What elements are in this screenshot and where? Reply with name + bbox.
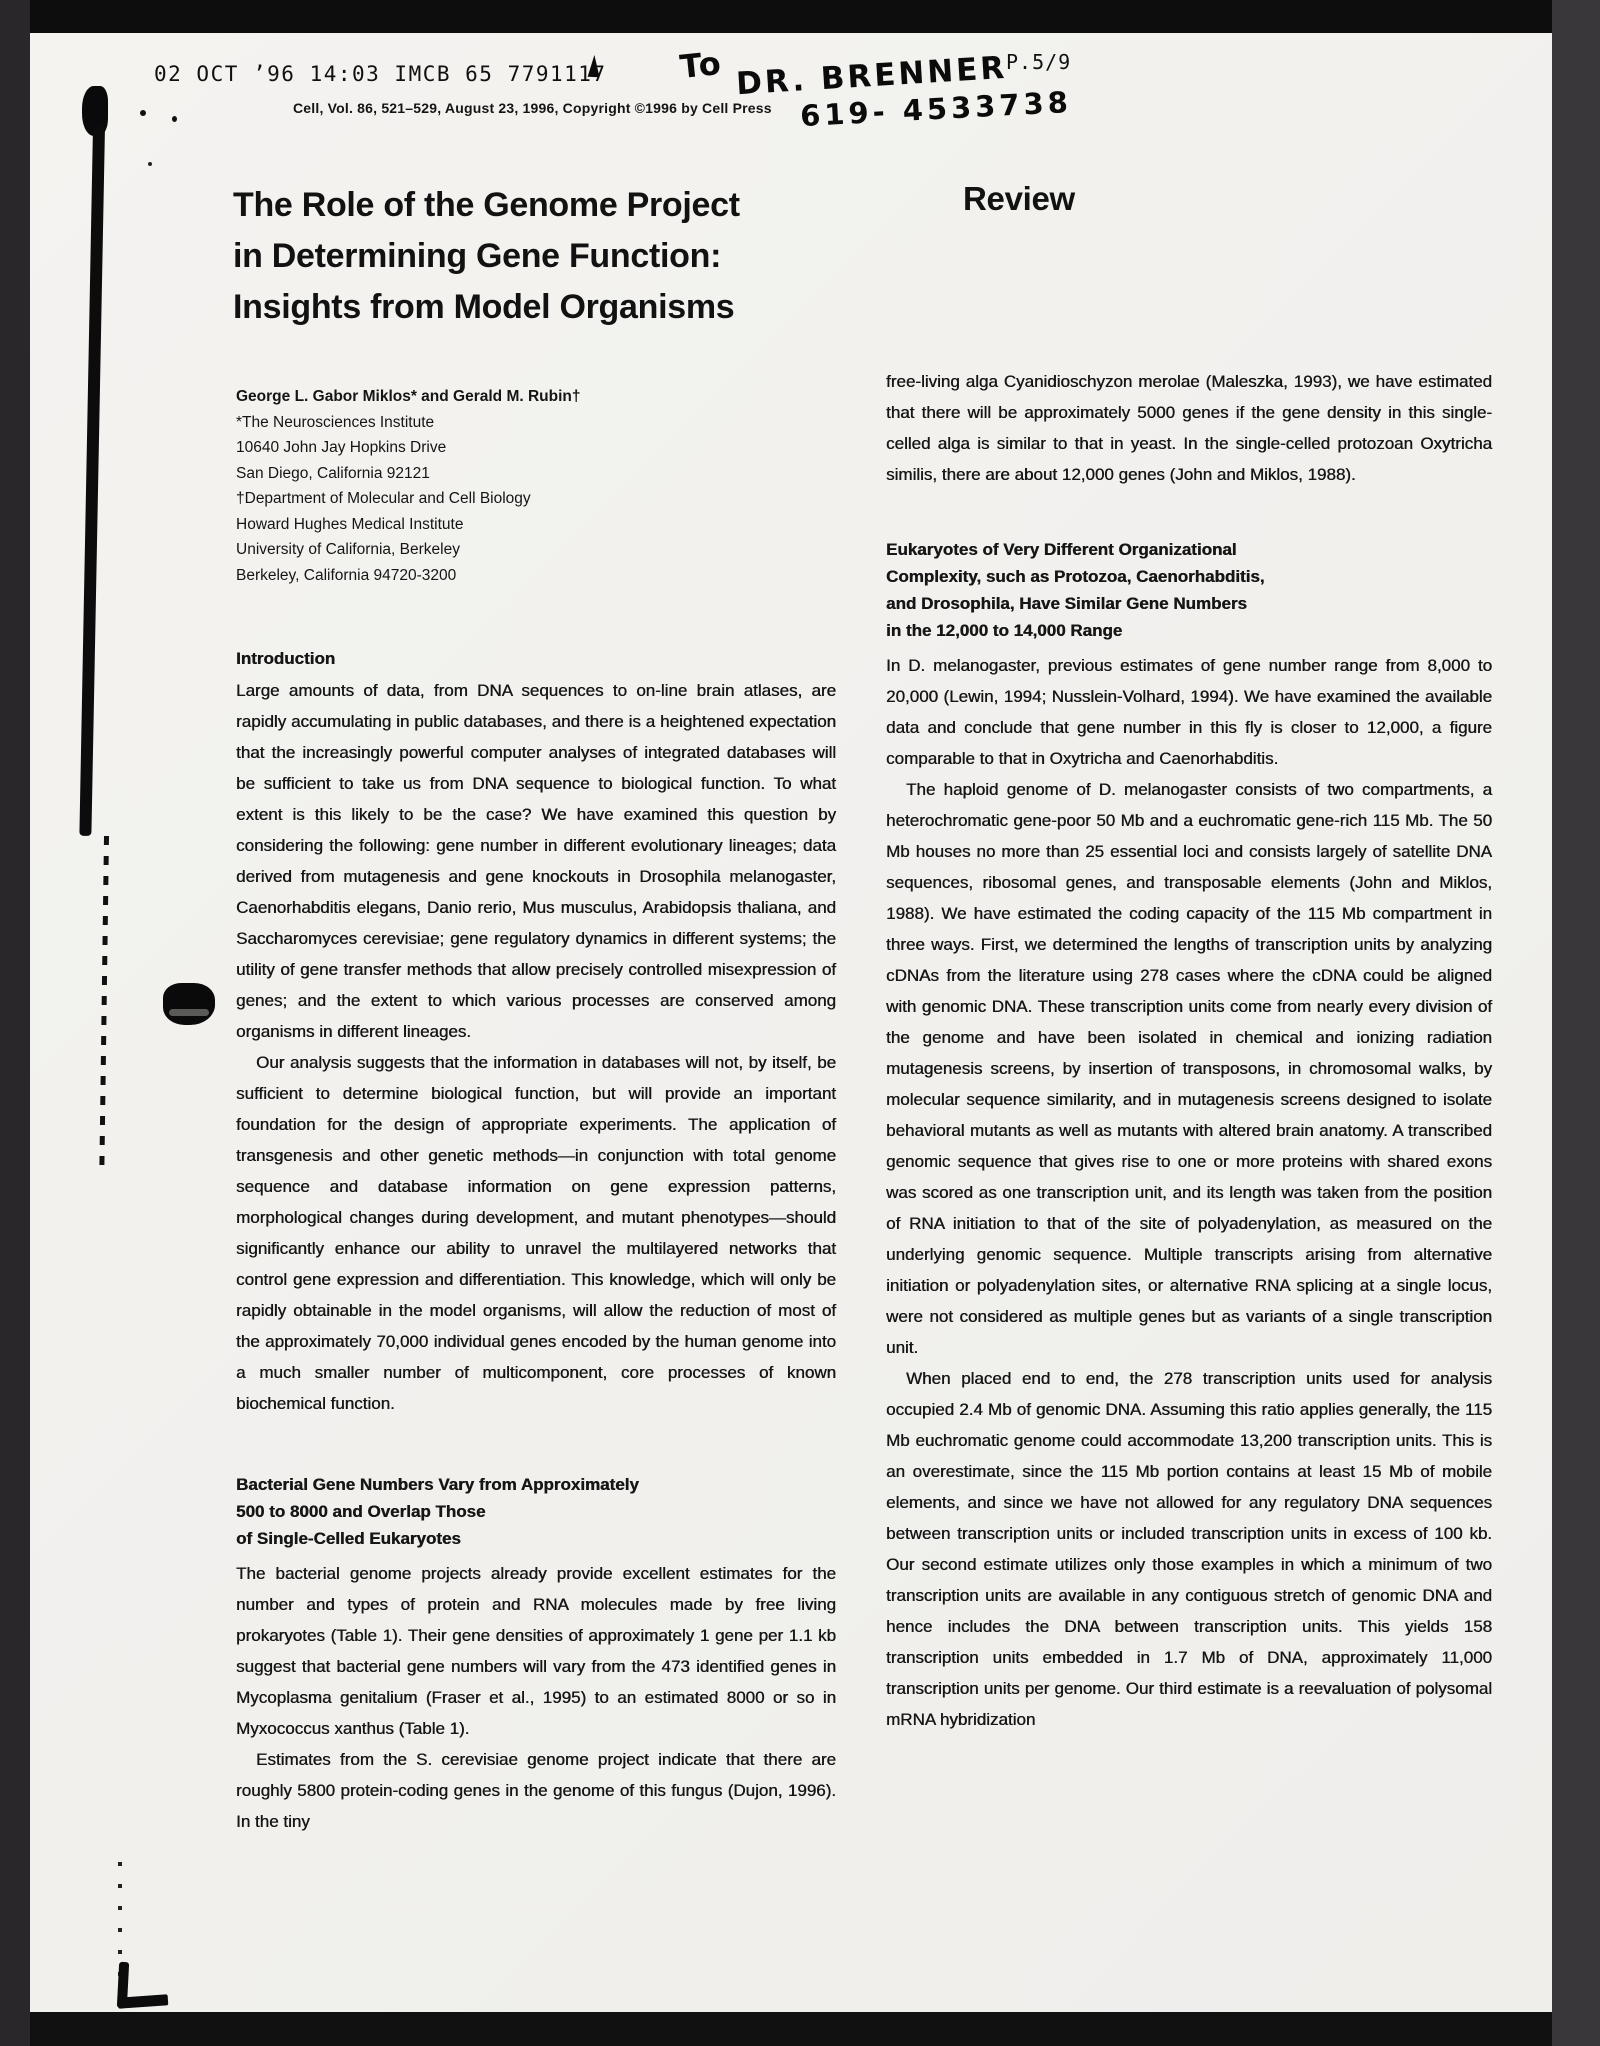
scanner-border-top xyxy=(0,0,1600,33)
review-label: Review xyxy=(963,180,1075,217)
article-title-line: Insights from Model Organisms xyxy=(233,288,735,326)
journal-citation-line: Cell, Vol. 86, 521–529, August 23, 1996, Copyright ©1996 by Cell Press xyxy=(293,100,772,116)
article-title-line: The Role of the Genome Project xyxy=(233,186,740,224)
scanner-border-right xyxy=(1552,0,1600,2046)
article-title xyxy=(233,180,793,333)
section-heading-line: in the 12,000 to 14,000 Range xyxy=(886,621,1123,640)
paragraph-bacteria-1: The bacterial genome projects already provide excellent estimates for the number and types of protein and RNA molecules made by free living prokaryotes (Table 1). Their gene densities of approximately 1 gene per 1.1 kb suggest that bacterial gene numbers will vary from the 473 identified genes in Mycoplasma genitalium (Fraser et al., 1995) to an estimated 8000 or so in Myxococcus xanthus (Table 1). xyxy=(236,1564,836,1738)
author-affiliation-line: University of California, Berkeley xyxy=(236,541,460,558)
scanner-border-bottom xyxy=(0,2012,1600,2046)
section-heading-introduction: Introduction xyxy=(236,649,336,668)
author-byline: George L. Gabor Miklos* and Gerald M. Rubin† xyxy=(236,388,581,405)
ink-speck xyxy=(172,116,177,122)
author-affiliation-line: 10640 John Jay Hopkins Drive xyxy=(236,439,447,456)
section-heading-eukaryotes xyxy=(886,536,1492,644)
section-heading-line: Eukaryotes of Very Different Organizational xyxy=(886,540,1237,559)
paragraph-continued-from-left: free-living alga Cyanidioschyzon merolae (Maleszka, 1993), we have estimated that there will be approximately 5000 genes if the gene density in this single-celled alga is similar to that in yeast. In the single-celled protozoan Oxytricha similis, there are about 12,000 genes (John and Miklos, 1988). xyxy=(886,372,1492,484)
ink-smudge-blob xyxy=(163,983,215,1025)
handwritten-to: To xyxy=(678,43,724,87)
author-affiliation-line: Howard Hughes Medical Institute xyxy=(236,515,464,533)
author-affiliation-line: San Diego, California 92121 xyxy=(236,464,430,482)
author-affiliation-line: †Department of Molecular and Cell Biology xyxy=(236,490,531,507)
left-column xyxy=(236,645,836,1837)
arrow-mark-icon xyxy=(588,55,601,77)
paragraph-eukaryotes-3: When placed end to end, the 278 transcription units used for analysis occupied 2.4 Mb of genomic DNA. Assuming this ratio applies generally, the 115 Mb euchromatic genome could accommodate 13,200 transcription units. This is an overestimate, since the 115 Mb portion contains at least 15 Mb of mobile elements, and since we have not allowed for any regulatory DNA sequences between transcription units or included transcription units in excess of 100 kb. Our second estimate utilizes only those examples in which a minimum of two transcription units are available in any contiguous stretch of genomic DNA and hence includes the DNA between transcription units. This yields 158 transcription units embedded in 1.7 Mb of DNA, approximately 11,000 transcription units per genome. Our third estimate is a reevaluation of polysomal mRNA hybridization xyxy=(886,1369,1492,1729)
paragraph-eukaryotes-2: The haploid genome of D. melanogaster consists of two compartments, a heterochromatic gene-poor 50 Mb and a euchromatic gene-rich 115 Mb. The 50 Mb houses no more than 25 essential loci and consists largely of satellite DNA sequences, ribosomal genes, and transposable elements (John and Miklos, 1988). We have estimated the coding capacity of the 115 Mb compartment in three ways. First, we determined the lengths of transcription units by analyzing cDNAs from the literature using 278 cases where the cDNA could be aligned with genomic DNA. These transcription units come from nearly every division of the genome and have been isolated in chemical and ionizing radiation mutagenesis screens, by insertion of transposons, in chromosomal walks, by molecular sequence similarity, and in mutagenesis screens designed to isolate behavioral mutants as well as mutants with altered brain anatomy. A transcribed genomic sequence that gives rise to one or more proteins with shared exons was scored as one transcription unit, and its length was taken from the position of RNA initiation to that of the site of polyadenylation, as measured on the underlying genomic sequence. Multiple transcripts arising from alternative initiation or polyadenylation sites, or alternative RNA splicing at a single locus, were not considered as multiple genes but as variants of a single transcription unit. xyxy=(886,780,1492,1357)
section-heading-bacterial-gene-numbers xyxy=(236,1471,836,1552)
section-heading-line: 500 to 8000 and Overlap Those xyxy=(236,1502,486,1521)
paragraph-eukaryotes-1: In D. melanogaster, previous estimates of gene number range from 8,000 to 20,000 (Lewin, 1994; Nusslein-Volhard, 1994). We have examined the available data and conclude that gene number in this fly is closer to 12,000, a figure comparable to that in Oxytricha and Caenorhabditis. xyxy=(886,656,1492,768)
section-heading-line: of Single-Celled Eukaryotes xyxy=(236,1529,461,1548)
section-heading-line: Bacterial Gene Numbers Vary from Approximately xyxy=(236,1475,639,1494)
author-affiliation-line: Berkeley, California 94720-3200 xyxy=(236,566,457,584)
paragraph-introduction-1: Large amounts of data, from DNA sequences to on-line brain atlases, are rapidly accumulating in public databases, and there is a heightened expectation that the increasingly powerful computer analyses of integrated databases will be sufficient to take us from DNA sequence to biological function. To what extent is this likely to be the case? We have examined this question by considering the following: gene number in different evolutionary lineages; data derived from mutagenesis and gene knockouts in Drosophila melanogaster, Caenorhabditis elegans, Danio rerio, Mus musculus, Arabidopsis thaliana, and Saccharomyces cerevisiae; gene regulatory dynamics in different systems; the utility of gene transfer methods that allow precisely controlled misexpression of genes; and the extent to which various processes are conserved among organisms in different lineages. xyxy=(236,681,836,1041)
fax-header-line: 02 OCT ’96 14:03 IMCB 65 7791117 xyxy=(154,62,607,86)
ink-speck xyxy=(140,110,146,116)
handwritten-recipient-name: DR. BRENNER xyxy=(735,49,1009,103)
paragraph-introduction-2: Our analysis suggests that the information in databases will not, by itself, be sufficient to determine biological function, but will provide an important foundation for the design of appropriate experiments. The application of transgenesis and other genetic methods—in conjunction with total genome sequence and database information on gene expression patterns, morphological changes during development, and mutant phenotypes—should significantly enhance our ability to unravel the multilayered networks that control gene expression and differentiation. This knowledge, which will only be rapidly obtainable in the model organisms, will allow the reduction of most of the approximately 70,000 individual genes encoded by the human genome into a much smaller number of multicomponent, core processes of known biochemical function. xyxy=(236,1053,836,1413)
ink-speck xyxy=(148,162,152,166)
fax-page-indicator: P.5/9 xyxy=(1006,50,1072,74)
scanner-border-left xyxy=(0,0,30,2046)
article-title-line: in Determining Gene Function: xyxy=(233,237,722,275)
section-heading-line: and Drosophila, Have Similar Gene Numbers xyxy=(886,594,1247,613)
paragraph-bacteria-2: Estimates from the S. cerevisiae genome project indicate that there are roughly 5800 protein-coding genes in the genome of this fungus (Dujon, 1996). In the tiny xyxy=(236,1750,836,1831)
handwritten-phone-number: 619- 4533738 xyxy=(799,84,1073,134)
author-affiliation-line: *The Neurosciences Institute xyxy=(236,413,435,431)
author-block xyxy=(236,384,716,588)
section-heading-line: Complexity, such as Protozoa, Caenorhabditis, xyxy=(886,567,1265,586)
right-column xyxy=(886,366,1492,1735)
